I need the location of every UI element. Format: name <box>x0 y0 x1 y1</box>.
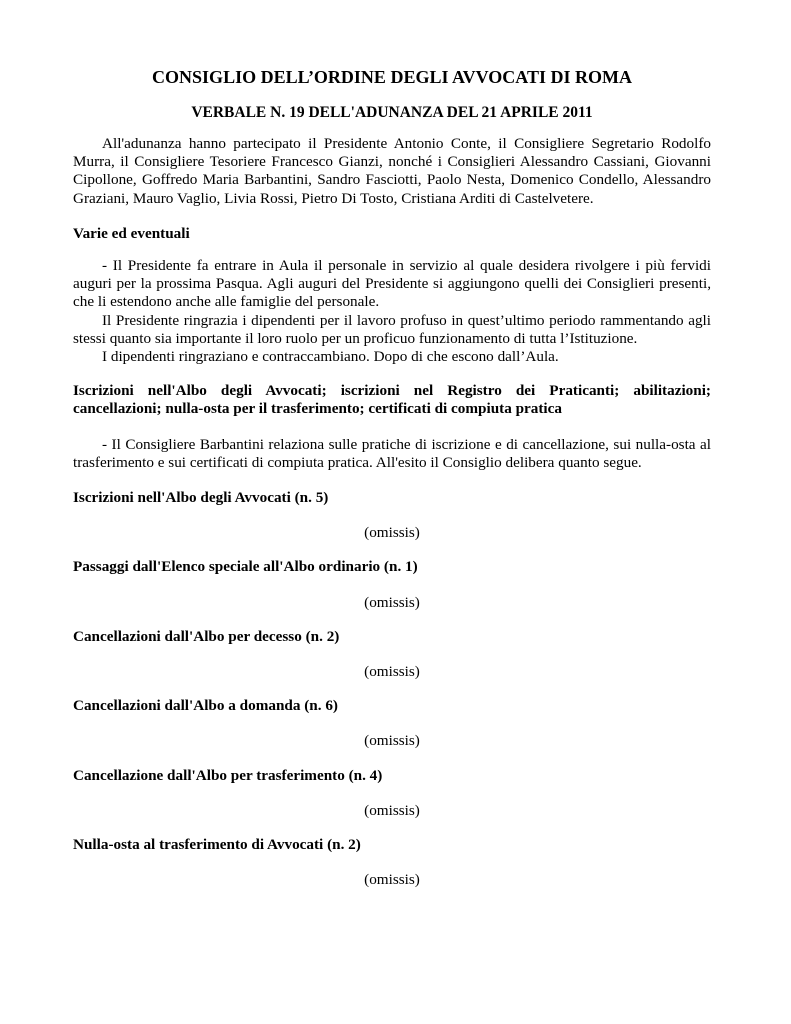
iscrizioni-heading: Iscrizioni nell'Albo degli Avvocati; iscrizioni nel Registro dei Praticanti; abilitazioni; cancellazioni; nulla-osta per il trasferimento; certificati di compiuta pratica <box>73 382 711 418</box>
varie-heading: Varie ed eventuali <box>73 224 190 242</box>
omissis-text: (omissis) <box>364 732 420 750</box>
document-subtitle: VERBALE N. 19 DELL'ADUNANZA DEL 21 APRILE 2011 <box>191 104 593 121</box>
omissis-text: (omissis) <box>364 593 420 611</box>
attendance-paragraph: All'adunanza hanno partecipato il Presidente Antonio Conte, il Consigliere Segretario Rodolfo Murra, il Consigliere Tesoriere Francesco Gianzi, nonché i Consiglieri Alessandro Cassiani, Giovanni Cipollone, Goffredo Maria Barbantini, Sandro Fasciotti, Paolo Nesta, Domenico Condello, Alessandro Graziani, Mauro Vaglio, Livia Rossi, Pietro Di Tosto, Cristiana Arditi di Castelvetere. <box>73 135 711 207</box>
varie-paragraph: I dipendenti ringraziano e contraccambiano. Dopo di che escono dall’Aula. <box>102 348 559 366</box>
section-heading: Cancellazione dall'Albo per trasferimento (n. 4) <box>73 766 383 784</box>
section-heading: Passaggi dall'Elenco speciale all'Albo ordinario (n. 1) <box>73 558 418 576</box>
section <box>73 697 711 750</box>
section <box>73 767 711 820</box>
omissis-text: (omissis) <box>364 801 420 819</box>
section-list <box>73 489 711 889</box>
section <box>73 628 711 681</box>
section-heading: Cancellazioni dall'Albo per decesso (n. 2) <box>73 627 340 645</box>
section <box>73 836 711 889</box>
iscrizioni-paragraph: - Il Consigliere Barbantini relaziona sulle pratiche di iscrizione e di cancellazione, sui nulla-osta al trasferimento e sui certificati di compiuta pratica. All'esito il Consiglio delibera quanto segue. <box>73 435 711 471</box>
varie-paragraph: - Il Presidente fa entrare in Aula il personale in servizio al quale desidera rivolgere i più fervidi auguri per la prossima Pasqua. Agli auguri del Presidente si aggiungono quelli dei Consiglieri presenti, che li estendono anche alle famiglie del personale. <box>73 257 711 311</box>
section-heading: Nulla-osta al trasferimento di Avvocati (n. 2) <box>73 836 361 854</box>
varie-paragraph: Il Presidente ringrazia i dipendenti per il lavoro profuso in quest’ultimo periodo rammentando agli stessi quanto sia importante il loro ruolo per un proficuo funzionamento di tutta l’Istituzione. <box>73 311 711 347</box>
document-title: CONSIGLIO DELL’ORDINE DEGLI AVVOCATI DI ROMA <box>152 67 632 87</box>
section <box>73 489 711 542</box>
omissis-text: (omissis) <box>364 524 420 542</box>
section <box>73 558 711 611</box>
varie-body <box>73 257 711 366</box>
section-heading: Cancellazioni dall'Albo a domanda (n. 6) <box>73 697 338 715</box>
section-heading: Iscrizioni nell'Albo degli Avvocati (n. 5) <box>73 489 329 507</box>
document-page <box>73 58 711 889</box>
omissis-text: (omissis) <box>364 663 420 681</box>
omissis-text: (omissis) <box>364 871 420 889</box>
